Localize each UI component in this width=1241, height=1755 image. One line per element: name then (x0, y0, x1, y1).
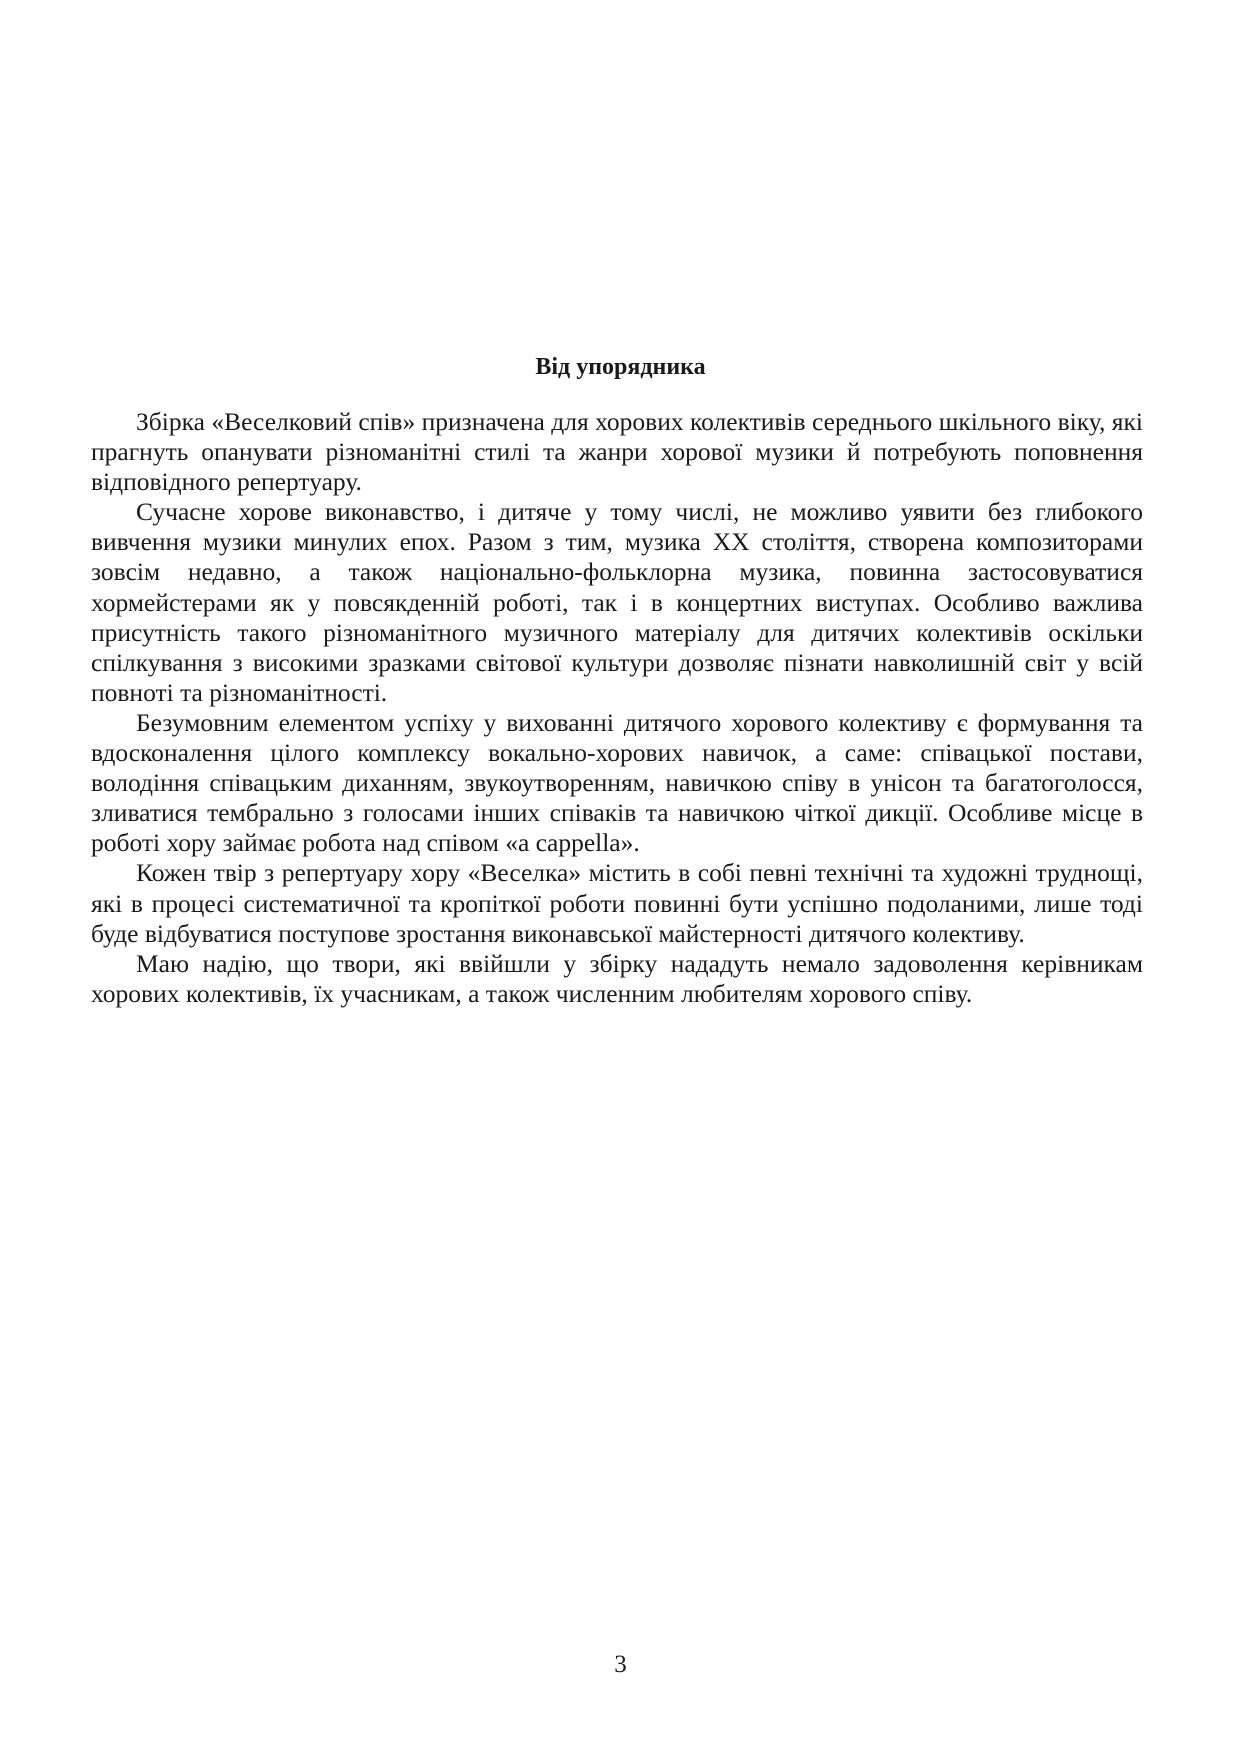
paragraph-vocal-skills: Безумовним елементом успіху у вихованні дитячого хорового колективу є формування та вдосконалення цілого комплексу вокально-хорових навичок, а саме: співацької постави, володіння співацьким диханням, звукоутворенням, навичкою співу в унісон та багатоголосся, зливатися тембрально з голосами інших співаків та навичкою чіткої дикції. Особливе місце в роботі хору займає робота над співом «a cappella». (91, 707, 1143, 858)
paragraph-closing: Маю надію, що твори, які ввійшли у збірку нададуть немало задоволення керівникам хорових колективів, їх учасникам, а також численним любителям хорового співу. (91, 948, 1143, 1008)
paragraph-intro: Збірка «Веселковий спів» призначена для хорових колективів середнього шкільного віку, які прагнуть опанувати різноманітні стилі та жанри хорової музики й потребують поповнення відповідного репертуару. (91, 407, 1143, 497)
paragraph-repertoire: Кожен твір з репертуару хору «Веселка» містить в собі певні технічні та художні труднощі, які в процесі систематичної та кропіткої роботи повинні бути успішно подоланими, лише тоді буде відбуватися поступове зростання виконавської майстерності дитячого колективу. (91, 858, 1143, 948)
page-number: 3 (614, 1651, 627, 1678)
body-text (91, 407, 1143, 1009)
section-heading: Від упорядника (535, 354, 706, 380)
paragraph-modern-performance: Сучасне хорове виконавство, і дитяче у тому числі, не можливо уявити без глибокого вивчення музики минулих епох. Разом з тим, музика XX століття, створена композиторами зовсім недавно, а також національно-фольклорна музика, повинна застосовуватися хормейстерами як у повсякденній роботі, так і в концертних виступах. Особливо важлива присутність такого різноманітного музичного матеріалу для дитячих колективів оскільки спілкування з високими зразками світової культури дозволяє пізнати навколишній світ у всій повноті та різноманітності. (91, 497, 1143, 707)
